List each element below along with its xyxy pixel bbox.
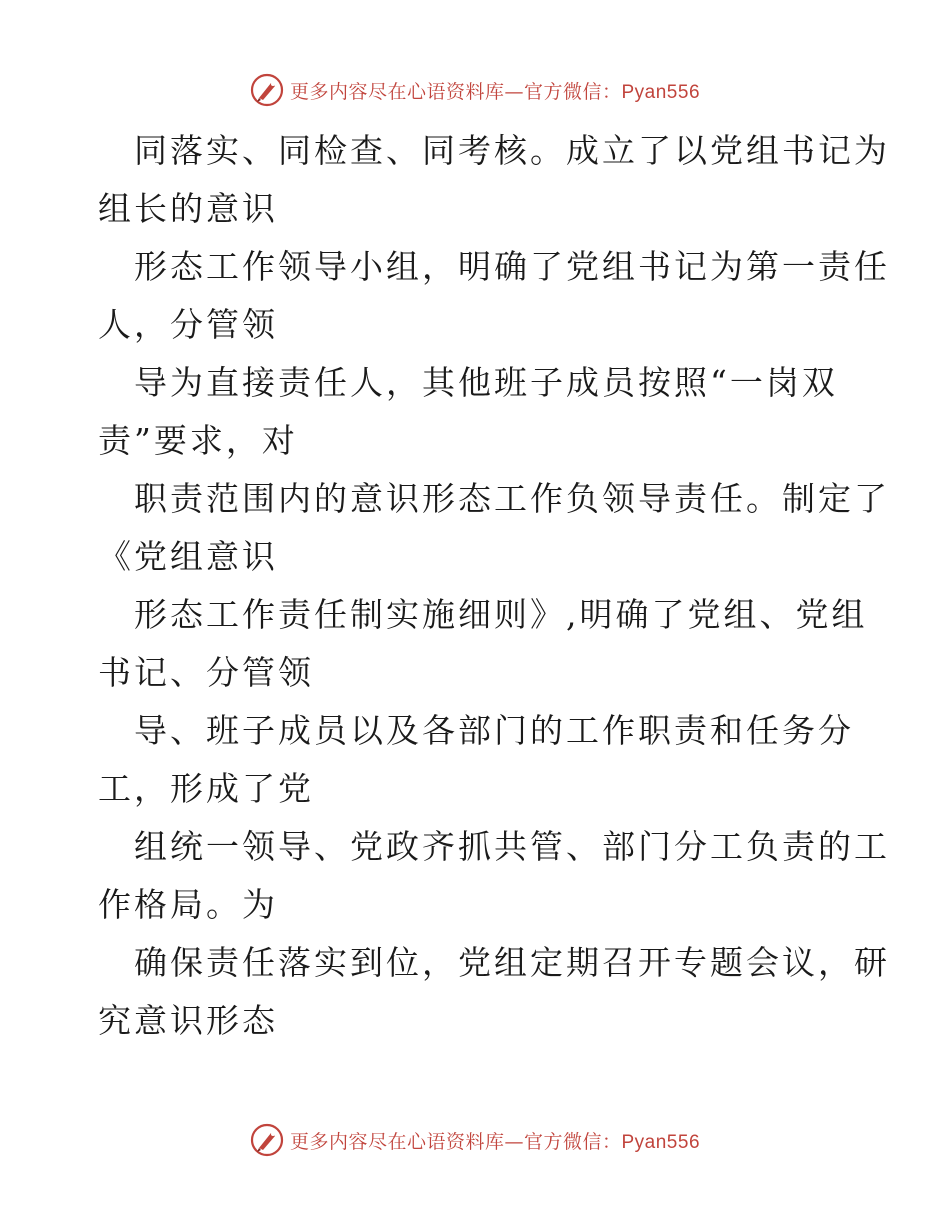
watermark-text: 更多内容尽在心语资料库—官方微信：Pyan556 (289, 80, 701, 103)
text-line: 职责范围内的意识形态工作负领导责任。制定了 (134, 479, 890, 518)
text-line: 导为直接责任人，其他班子成员按照“一岗双 (134, 363, 838, 402)
text-line: 人，分管领 (98, 305, 278, 344)
text-line: 导、班子成员以及各部门的工作职责和任务分 (134, 711, 854, 750)
text-line: 责”要求，对 (98, 421, 298, 460)
text-line: 作格局。为 (98, 885, 278, 924)
watermark-text: 更多内容尽在心语资料库—官方微信：Pyan556 (289, 1130, 701, 1153)
text-line: 工，形成了党 (98, 769, 314, 808)
paragraph (98, 122, 890, 1050)
footer-watermark (0, 1120, 950, 1160)
pen-logo-icon (250, 73, 284, 107)
text-line: 确保责任落实到位，党组定期召开专题会议，研 (134, 943, 890, 982)
text-line: 组长的意识 (98, 189, 278, 228)
text-line: 同落实、同检查、同考核。成立了以党组书记为 (134, 131, 890, 170)
document-body (98, 122, 890, 1050)
text-line: 书记、分管领 (98, 653, 314, 692)
text-line: 形态工作责任制实施细则》,明确了党组、党组 (134, 595, 868, 634)
text-line: 究意识形态 (98, 1001, 278, 1040)
text-line: 组统一领导、党政齐抓共管、部门分工负责的工 (134, 827, 890, 866)
text-line: 《党组意识 (98, 537, 278, 576)
text-line: 形态工作领导小组，明确了党组书记为第一责任 (134, 247, 890, 286)
pen-logo-icon (250, 1123, 284, 1157)
header-watermark (0, 70, 950, 110)
